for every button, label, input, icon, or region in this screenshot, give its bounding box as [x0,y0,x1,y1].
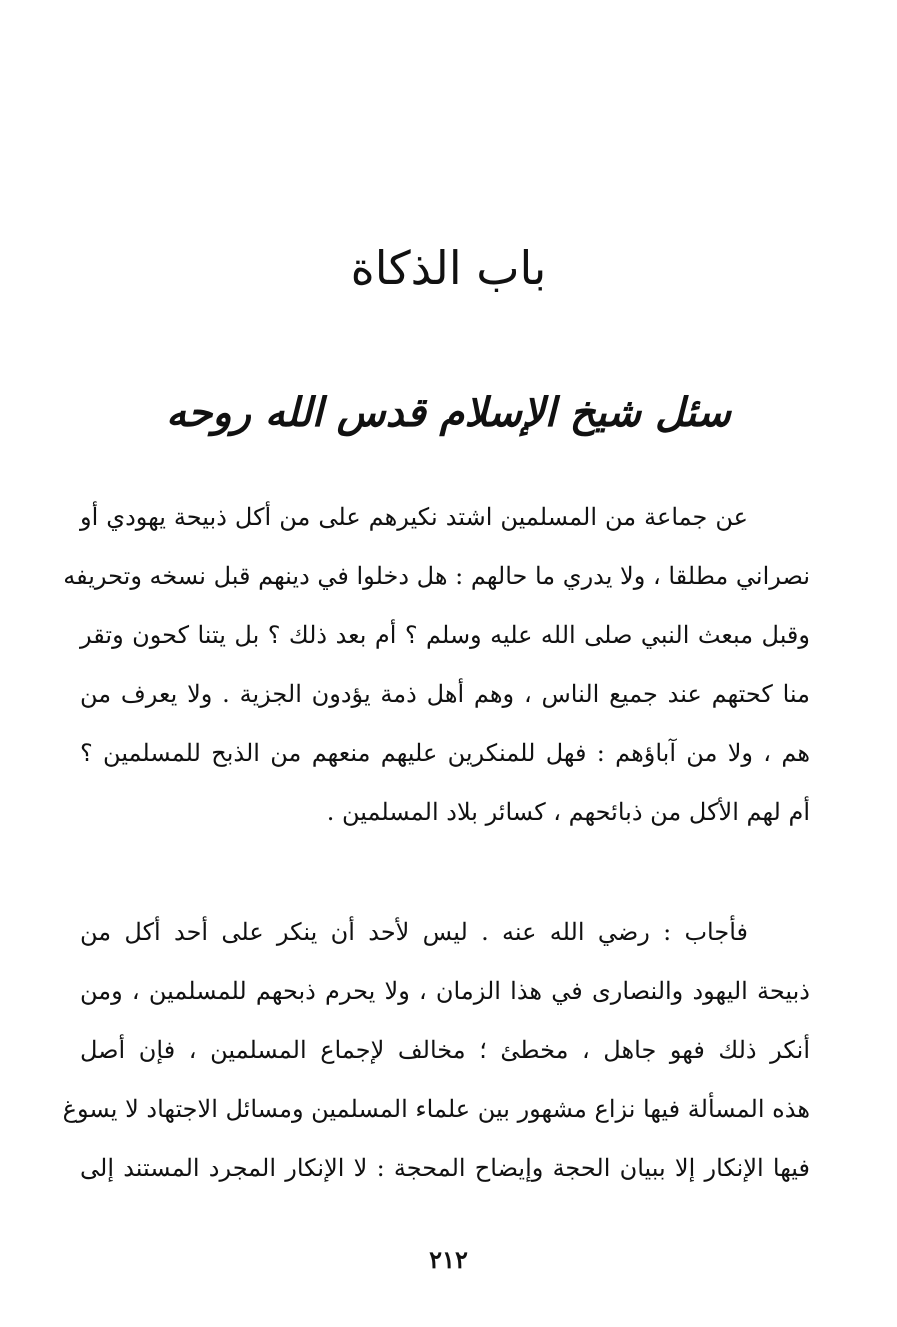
answer-paragraph [62,903,810,1198]
answer-line: أنكر ذلك فهو جاهل ، مخطئ ؛ مخالف لإجماع المسلمين ، فإن أصل [80,1036,810,1064]
question-line: أم لهم الأكل من ذبائحهم ، كسائر بلاد المسلمين . [326,798,810,826]
question-line: وقبل مبعث النبي صلى الله عليه وسلم ؟ أم بعد ذلك ؟ بل يتنا كحون وتقر [80,621,810,649]
chapter-title: باب الذكاة [350,241,547,295]
answer-line: ذبيحة اليهود والنصارى في هذا الزمان ، ولا يحرم ذبحهم للمسلمين ، ومن [80,977,810,1005]
question-line: نصراني مطلقا ، ولا يدري ما حالهم : هل دخلوا في دينهم قبل نسخه وتحريفه [63,562,810,590]
answer-line: فيها الإنكار إلا ببيان الحجة وإيضاح المحجة : لا الإنكار المجرد المستند إلى [80,1154,810,1182]
page-number: ٢١٢ [429,1245,468,1274]
question-paragraph [63,488,811,842]
question-line: منا كحتهم عند جميع الناس ، وهم أهل ذمة يؤدون الجزية . ولا يعرف من [80,680,811,708]
section-title: سئل شيخ الإسلام قدس الله روحه [166,389,731,436]
answer-line: فأجاب : رضي الله عنه . ليس لأحد أن ينكر على أحد أكل من [80,918,748,946]
question-line: هم ، ولا من آباؤهم : فهل للمنكرين عليهم منعهم من الذبح للمسلمين ؟ [80,739,810,767]
answer-line: هذه المسألة فيها نزاع مشهور بين علماء المسلمين ومسائل الاجتهاد لا يسوغ [62,1095,810,1123]
question-line: عن جماعة من المسلمين اشتد نكيرهم على من أكل ذبيحة يهودي أو [80,503,749,531]
